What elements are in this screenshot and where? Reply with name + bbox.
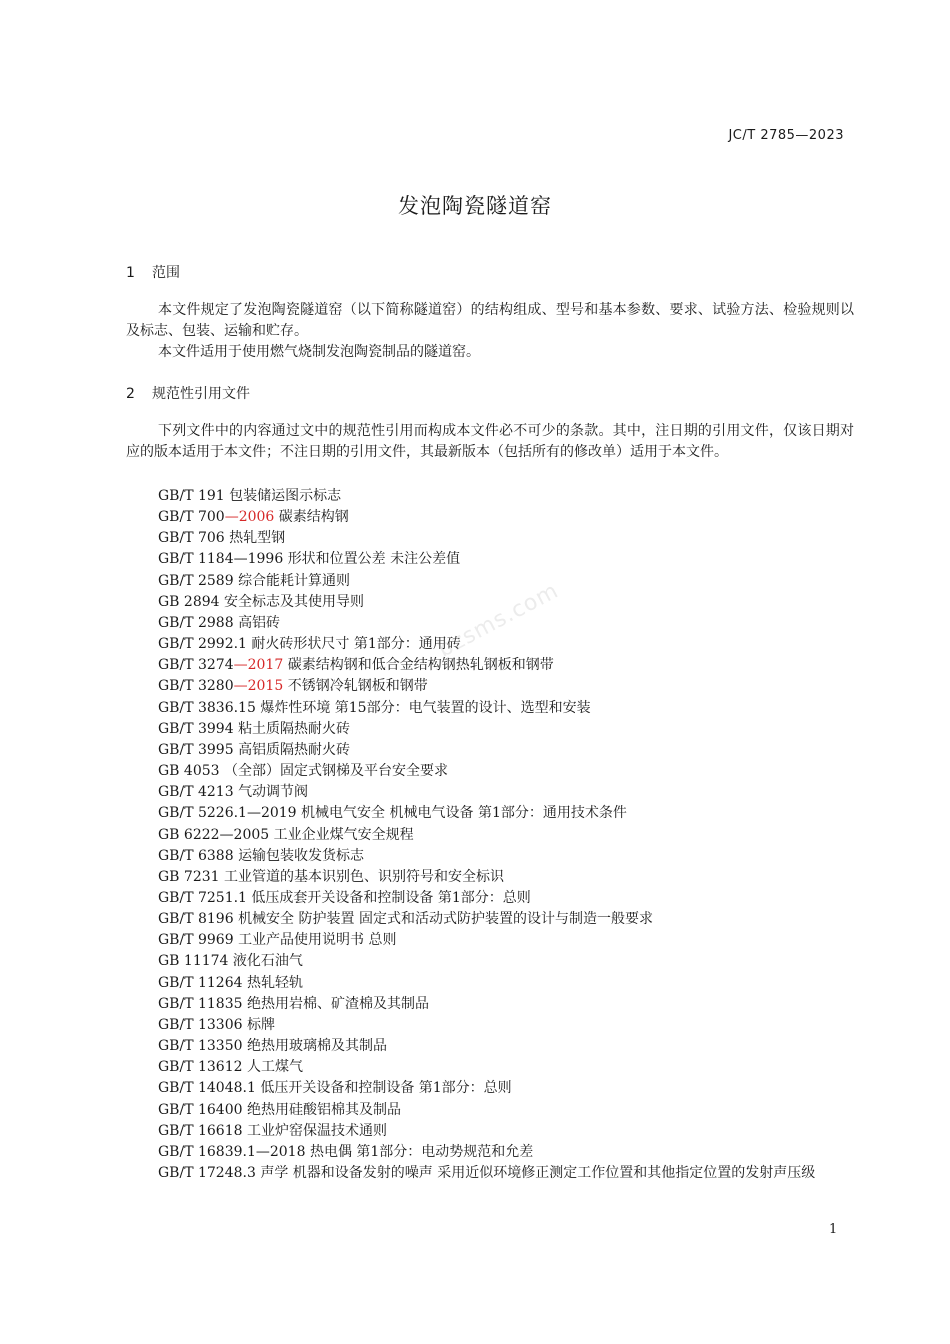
reference-item: [158, 549, 854, 570]
scope-paragraph-1: 本文件规定了发泡陶瓷隧道窑（以下简称隧道窑）的结构组成、型号和基本参数、要求、试验方法、检验规则以及标志、包装、运输和贮存。: [126, 302, 854, 339]
reference-title: 高铝砖: [238, 614, 281, 631]
section-number: 1: [126, 265, 135, 281]
reference-title: 机械电气安全 机械电气设备 第1部分：通用技术条件: [301, 805, 627, 822]
reference-code: GB/T 4213: [158, 784, 234, 801]
reference-title: 低压成套开关设备和控制设备 第1部分：总则: [251, 889, 531, 906]
reference-item: [158, 740, 854, 761]
reference-title: 碳素结构钢: [278, 509, 349, 526]
reference-item: [158, 1100, 854, 1121]
reference-code: GB/T 6388: [158, 847, 234, 864]
reference-item: [158, 719, 854, 740]
reference-code: GB/T 13306: [158, 1016, 243, 1033]
reference-code: GB/T 13612: [158, 1059, 243, 1076]
reference-code: GB/T 16400: [158, 1101, 243, 1118]
reference-title: 综合能耗计算通则: [238, 572, 351, 589]
section-number: 2: [126, 386, 135, 402]
reference-code: GB/T 3994: [158, 720, 234, 737]
reference-code: GB/T 8196: [158, 911, 234, 928]
page-number: 1: [829, 1222, 838, 1237]
reference-year-revision: —2015: [233, 678, 284, 695]
reference-title: 标牌: [246, 1016, 275, 1033]
reference-item: [158, 803, 854, 824]
references-intro-paragraph: 下列文件中的内容通过文中的规范性引用而构成本文件必不可少的条款。其中，注日期的引用文件，仅该日期对应的版本适用于本文件；不注日期的引用文件，其最新版本（包括所有的修改单）适用于本文件。: [126, 423, 854, 460]
reference-title: 热轧轻轨: [246, 974, 303, 991]
standard-code: JC/T 2785—2023: [728, 128, 844, 143]
reference-title: 热电偶 第1部分：电动势规范和允差: [309, 1143, 534, 1160]
reference-title: 粘土质隔热耐火砖: [238, 720, 351, 737]
reference-code: GB/T 16618: [158, 1122, 243, 1139]
reference-code: GB/T 3836.15: [158, 699, 256, 716]
reference-title: 耐火砖形状尺寸 第1部分：通用砖: [251, 636, 461, 653]
reference-title: 绝热用硅酸铝棉其及制品: [246, 1101, 401, 1118]
reference-title: 工业炉窑保温技术通则: [246, 1122, 387, 1139]
reference-item: [158, 930, 854, 951]
reference-title: 碳素结构钢和低合金结构钢热轧钢板和钢带: [287, 657, 554, 674]
reference-title: 人工煤气: [246, 1059, 303, 1076]
scope-paragraph-2: 本文件适用于使用燃气烧制发泡陶瓷制品的隧道窑。: [158, 344, 480, 360]
reference-item: [158, 761, 854, 782]
reference-item: [158, 634, 854, 655]
reference-code: GB/T 2988: [158, 614, 234, 631]
reference-title: 工业管道的基本识别色、识别符号和安全标识: [224, 868, 505, 885]
reference-item: [158, 973, 854, 994]
reference-title: 运输包装收发货标志: [238, 847, 365, 864]
reference-item: [158, 782, 854, 803]
reference-item: [158, 951, 854, 972]
reference-title: 热轧型钢: [229, 530, 286, 547]
reference-code: GB/T 14048.1: [158, 1080, 256, 1097]
reference-item: [158, 1142, 854, 1163]
document-title: 发泡陶瓷隧道窑: [398, 194, 552, 218]
reference-code: GB/T 1184—1996: [158, 551, 284, 568]
reference-year-revision: —2017: [233, 657, 284, 674]
reference-code: GB/T 7251.1: [158, 889, 247, 906]
section-heading-scope: [126, 262, 180, 282]
reference-item: [158, 528, 854, 549]
reference-title: 工业企业煤气安全规程: [273, 826, 414, 843]
reference-title: 低压开关设备和控制设备 第1部分：总则: [260, 1080, 512, 1097]
reference-title: 声学 机器和设备发射的噪声 采用近似环境修正测定工作位置和其他指定位置的发射声压级: [260, 1165, 816, 1181]
reference-code: GB/T 13350: [158, 1038, 243, 1055]
reference-title: 包装储运图示标志: [229, 488, 342, 504]
reference-code: GB/T 2992.1: [158, 636, 247, 653]
reference-item: [158, 1015, 854, 1036]
reference-code: GB/T 5226.1—2019: [158, 805, 297, 822]
reference-item: [158, 507, 854, 528]
reference-code: GB/T 3280: [158, 678, 234, 695]
reference-item: [158, 1121, 854, 1142]
reference-code: GB 6222—2005: [158, 826, 270, 843]
reference-code: GB/T 700: [158, 509, 225, 526]
reference-list: [158, 486, 854, 1184]
reference-item: [158, 1078, 854, 1099]
reference-code: GB/T 191: [158, 488, 225, 504]
reference-item: [158, 1036, 854, 1057]
reference-title: 高铝质隔热耐火砖: [238, 741, 351, 758]
reference-code: GB/T 17248.3: [158, 1165, 256, 1181]
reference-code: GB 11174: [158, 953, 229, 970]
reference-title: （全部）固定式钢梯及平台安全要求: [224, 763, 449, 780]
reference-item: [158, 486, 854, 507]
reference-code: GB/T 706: [158, 530, 225, 547]
reference-title: 液化石油气: [232, 953, 303, 970]
reference-item: [158, 994, 854, 1015]
reference-title: 形状和位置公差 未注公差值: [287, 551, 461, 568]
section-title: 规范性引用文件: [152, 386, 250, 402]
reference-code: GB/T 11835: [158, 995, 243, 1012]
reference-item: [158, 1057, 854, 1078]
reference-title: 气动调节阀: [238, 784, 309, 801]
reference-code: GB 7231: [158, 868, 220, 885]
reference-title: 工业产品使用说明书 总则: [238, 932, 397, 949]
reference-title: 绝热用玻璃棉及其制品: [246, 1038, 387, 1055]
reference-code: GB 2894: [158, 593, 220, 610]
reference-code: GB/T 9969: [158, 932, 234, 949]
reference-item: [158, 825, 854, 846]
reference-item: [158, 846, 854, 867]
reference-title: 绝热用岩棉、矿渣棉及其制品: [246, 995, 429, 1012]
reference-item: [158, 909, 854, 930]
section-heading-normative-references: [126, 383, 250, 403]
reference-title: 机械安全 防护装置 固定式和活动式防护装置的设计与制造一般要求: [238, 911, 653, 928]
reference-code: GB/T 11264: [158, 974, 243, 991]
reference-item: [126, 1163, 854, 1184]
reference-title: 不锈钢冷轧钢板和钢带: [287, 678, 428, 695]
reference-item: [158, 676, 854, 697]
reference-item: [158, 867, 854, 888]
reference-code: GB 4053: [158, 763, 220, 780]
reference-item: [158, 698, 854, 719]
reference-code: GB/T 2589: [158, 572, 234, 589]
reference-title: 爆炸性环境 第15部分：电气装置的设计、选型和安装: [260, 699, 591, 716]
reference-item: [158, 888, 854, 909]
reference-code: GB/T 3274: [158, 657, 234, 674]
watermark: bzsms.com: [433, 578, 563, 663]
reference-year-revision: —2006: [224, 509, 275, 526]
reference-code: GB/T 16839.1—2018: [158, 1143, 306, 1160]
reference-item: [158, 571, 854, 592]
reference-code: GB/T 3995: [158, 741, 234, 758]
reference-item: [158, 655, 854, 676]
section-title: 范围: [152, 265, 180, 281]
reference-title: 安全标志及其使用导则: [224, 593, 365, 610]
